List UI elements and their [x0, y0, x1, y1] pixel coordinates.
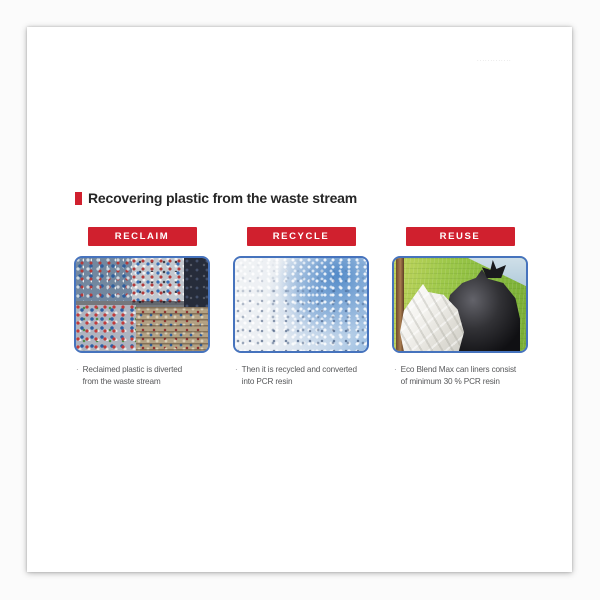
caption-line: into PCR resin — [241, 376, 293, 386]
red-square-bullet-icon — [75, 192, 82, 205]
caption-line: from the waste stream — [82, 376, 161, 386]
stage-badge-reuse: REUSE — [406, 227, 515, 246]
caption-recycle — [235, 364, 357, 387]
photo-reclaimed-plastic-bales — [74, 256, 210, 353]
photo-pcr-resin-pellets — [233, 256, 369, 353]
slide-title: Recovering plastic from the waste stream — [88, 190, 357, 206]
bale-block — [76, 305, 136, 351]
stage-column-reuse — [392, 227, 528, 397]
caption-reclaim — [76, 364, 182, 387]
bale-block-dark — [184, 258, 208, 314]
faint-watermark-text: ············· — [477, 58, 512, 64]
slide-title-row — [75, 190, 357, 206]
caption-bullet: · — [76, 365, 79, 374]
stage-column-recycle — [233, 227, 369, 397]
caption-bullet: · — [235, 365, 238, 374]
bale-block — [76, 258, 132, 301]
caption-line: of minimum 30 % PCR resin — [400, 376, 500, 386]
resin-pellets-dark — [235, 258, 367, 351]
grass-scene — [394, 258, 526, 351]
stage-badge-reclaim: RECLAIM — [88, 227, 197, 246]
stage-badge-recycle: RECYCLE — [247, 227, 356, 246]
stage-column-reclaim — [74, 227, 210, 397]
bale-block-tan — [136, 307, 208, 351]
photo-can-liners-on-grass — [392, 256, 528, 353]
bale-block — [132, 258, 184, 305]
bales-scene — [76, 258, 208, 351]
caption-line: Eco Blend Max can liners consist — [400, 365, 517, 374]
resin-scene — [235, 258, 367, 351]
slide-card — [27, 27, 572, 572]
caption-bullet: · — [394, 365, 397, 374]
caption-reuse — [394, 364, 516, 387]
caption-line: Then it is recycled and converted — [241, 365, 357, 374]
caption-line: Reclaimed plastic is diverted — [82, 365, 183, 374]
